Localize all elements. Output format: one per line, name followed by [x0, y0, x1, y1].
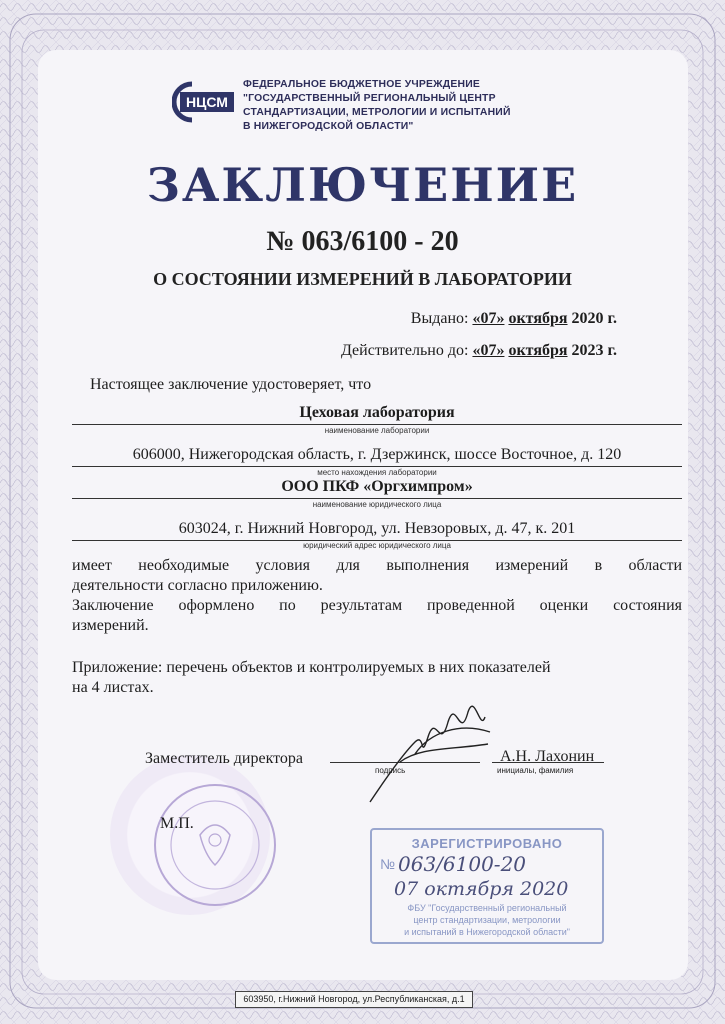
issued-month: октября	[508, 310, 568, 327]
divider	[72, 424, 682, 425]
legal-entity-name: ООО ПКФ «Оргхимпром»	[281, 478, 473, 495]
handwritten-signature	[360, 692, 500, 810]
lab-name-caption: наименование лаборатории	[324, 426, 430, 435]
conditions-line-2: деятельности согласно приложению.	[72, 577, 323, 594]
issued-year: 2020 г.	[571, 310, 617, 327]
logo-text: НЦСМ	[186, 94, 228, 110]
conditions-line-1: имеет необходимые условия для выполнения измерений в области	[72, 557, 682, 574]
ncsm-logo	[172, 80, 236, 124]
valid-year: 2023 г.	[571, 342, 617, 359]
document-title: ЗАКЛЮЧЕНИЕ	[146, 158, 579, 212]
assessment-line-1: Заключение оформлено по результатам проведенной оценки состояния	[72, 597, 682, 614]
issued-label: Выдано:	[410, 310, 469, 327]
lab-address-caption: место нахождения лаборатории	[317, 468, 437, 477]
seal-place-label: М.П.	[160, 815, 194, 832]
legal-entity-caption: наименование юридического лица	[312, 500, 442, 509]
registration-stamp	[370, 828, 604, 944]
name-line	[492, 762, 604, 763]
registration-org-line: ФБУ "Государственный региональный	[407, 903, 567, 913]
annex-line-2: на 4 листах.	[72, 679, 154, 696]
document-subtitle: О СОСТОЯНИИ ИЗМЕРЕНИЙ В ЛАБОРАТОРИИ	[153, 269, 572, 289]
intro-text: Настоящее заключение удостоверяет, что	[90, 376, 372, 393]
issued-date	[411, 310, 617, 328]
issued-day: «07»	[472, 310, 505, 327]
org-line: В НИЖЕГОРОДСКОЙ ОБЛАСТИ"	[243, 121, 414, 132]
divider	[72, 498, 682, 499]
document-number: № 063/6100 - 20	[266, 226, 459, 257]
name-caption: инициалы, фамилия	[497, 766, 574, 775]
valid-until-date	[341, 342, 617, 360]
org-line: "ГОСУДАРСТВЕННЫЙ РЕГИОНАЛЬНЫЙ ЦЕНТР	[243, 93, 496, 104]
assessment-line-2: измерений.	[72, 617, 149, 634]
valid-label: Действительно до:	[340, 342, 469, 359]
legal-address: 603024, г. Нижний Новгород, ул. Невзоровых, д. 47, к. 201	[178, 520, 576, 537]
divider	[72, 466, 682, 467]
registration-title: ЗАРЕГИСТРИРОВАНО	[411, 836, 563, 851]
signature-caption: подпись	[375, 766, 406, 775]
valid-month: октября	[508, 342, 568, 359]
registration-org-line: и испытаний в Нижегородской области"	[404, 927, 570, 937]
registration-org-line: центр стандартизации, метрологии	[413, 915, 561, 925]
registration-number: 063/6100-20	[398, 852, 527, 876]
valid-day: «07»	[472, 342, 505, 359]
registration-date: 07 октября 2020	[394, 878, 569, 900]
lab-address: 606000, Нижегородская область, г. Дзержинск, шоссе Восточное, д. 120	[132, 446, 622, 463]
legal-address-caption: юридический адрес юридического лица	[303, 541, 451, 550]
footer-address: 603950, г.Нижний Новгород, ул.Республиканская, д.1	[235, 991, 473, 1008]
organization-name	[243, 78, 563, 134]
registration-org	[372, 902, 602, 938]
org-line: СТАНДАРТИЗАЦИИ, МЕТРОЛОГИИ И ИСПЫТАНИЙ	[243, 107, 511, 118]
registration-number-prefix: №	[380, 856, 396, 872]
official-seal	[150, 780, 280, 910]
signer-name: А.Н. Лахонин	[500, 748, 595, 765]
lab-name: Цеховая лаборатория	[299, 404, 455, 421]
org-line: ФЕДЕРАЛЬНОЕ БЮДЖЕТНОЕ УЧРЕЖДЕНИЕ	[243, 79, 480, 90]
signer-position: Заместитель директора	[145, 750, 304, 767]
annex-line-1: Приложение: перечень объектов и контролируемых в них показателей	[72, 659, 551, 676]
